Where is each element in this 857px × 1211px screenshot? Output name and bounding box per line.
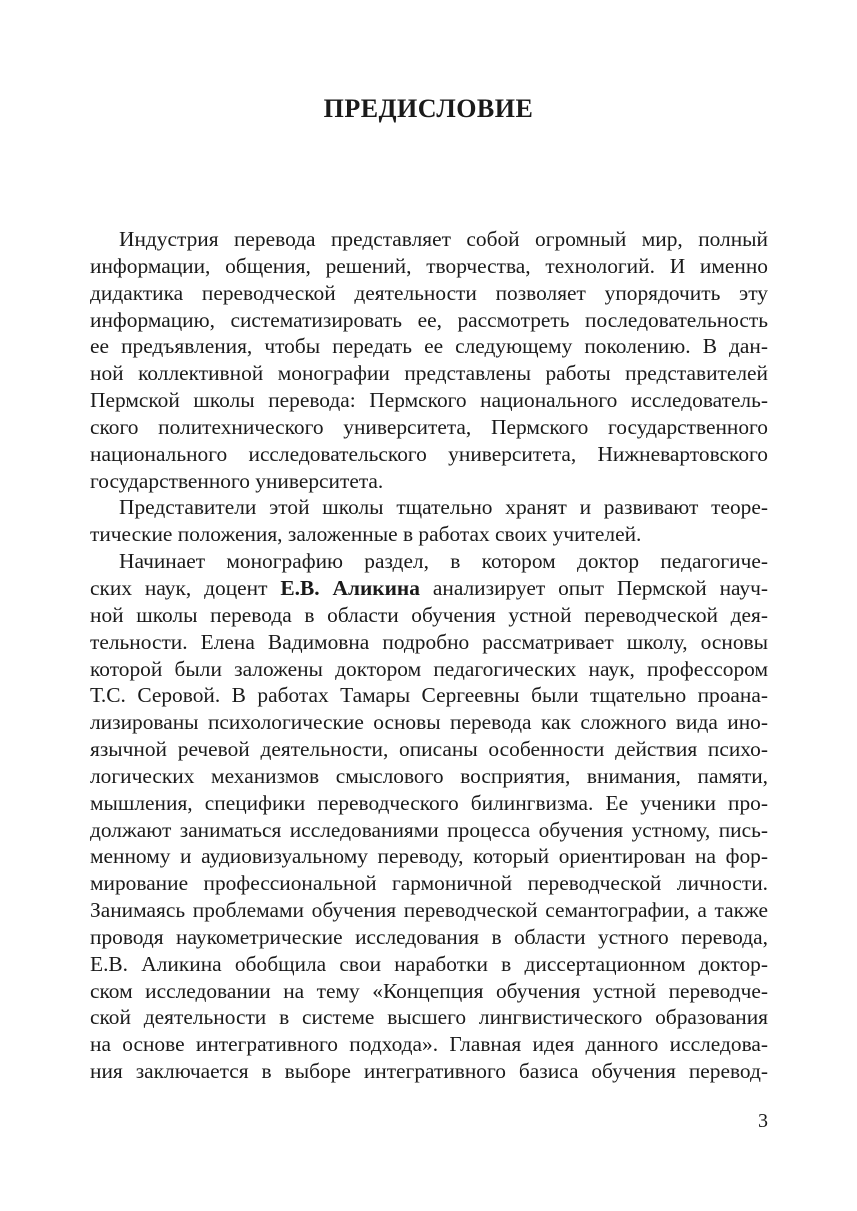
paragraph-3-line: должают заниматься исследованиями процесса обучения устному, пись- — [90, 817, 768, 842]
paragraph-1-line: Пермской школы перевода: Пермского национального исследователь- — [90, 388, 768, 413]
paragraph-3-line: мирование профессиональной гармоничной переводческой личности. — [90, 871, 768, 896]
paragraph-3-line: Т.С. Серовой. В работах Тамары Сергеевны были тщательно проана- — [90, 683, 768, 708]
paragraph-1-line: информации, общения, решений, творчества, технологий. И именно — [90, 253, 768, 278]
paragraph-1-line: ной коллективной монографии представлены работы представителей — [90, 361, 768, 386]
paragraph-3-line: язычной речевой деятельности, описаны особенности действия психо- — [90, 737, 768, 762]
paragraph-2-line: тические положения, заложенные в работах своих учителей. — [90, 522, 642, 547]
paragraph-2-line: Представители этой школы тщательно хранят и развивают теоре- — [119, 495, 768, 520]
page-title: ПРЕДИСЛОВИЕ — [323, 94, 534, 123]
paragraph-1-line: дидактика переводческой деятельности позволяет упорядочить эту — [90, 280, 768, 305]
paragraph-1-line: национального исследовательского университета, Нижневартовского — [90, 441, 768, 466]
text-segment: анализирует опыт Пермской науч- — [419, 575, 768, 600]
paragraph-3-line: ской деятельности в системе высшего лингвистического образования — [90, 1005, 768, 1030]
paragraph-3-line: тельности. Елена Вадимовна подробно рассматривает школу, основы — [90, 629, 768, 654]
text-segment: ских наук, доцент — [90, 575, 281, 600]
page-number: 3 — [758, 1110, 768, 1132]
paragraph-1-line: Индустрия перевода представляет собой огромный мир, полный — [119, 227, 768, 251]
paragraph-3-line: логических механизмов смыслового восприятия, внимания, памяти, — [90, 763, 768, 788]
paragraph-1-line: ее предъявления, чтобы передать ее следующему поколению. В дан- — [90, 334, 768, 359]
paragraph-1-line: ского политехнического университета, Пермского государственного — [90, 414, 768, 439]
paragraph-3-line: Занимаясь проблемами обучения переводческой семантографии, а также — [90, 898, 768, 923]
paragraph-1-line: государственного университета. — [90, 468, 384, 493]
paragraph-3-line: мышления, специфики переводческого билингвизма. Ее ученики про- — [90, 790, 768, 815]
paragraph-1-line: информацию, систематизировать ее, рассмотреть последовательность — [90, 307, 768, 332]
paragraph-3-line: лизированы психологические основы перевода как сложного вида ино- — [90, 710, 768, 735]
paragraph-3-line: на основе интегративного подхода». Главная идея данного исследова- — [90, 1032, 768, 1057]
author-name: Е.В. Аликина — [280, 575, 420, 600]
body-text — [90, 226, 768, 1085]
paragraph-3-line: менному и аудиовизуальному переводу, который ориентирован на фор- — [90, 844, 768, 869]
paragraph-3-line: ния заключается в выборе интегративного базиса обучения перевод- — [90, 1059, 768, 1084]
paragraph-3-line: ной школы перевода в области обучения устной переводческой дея- — [90, 602, 768, 627]
paragraph-3-line: Е.В. Аликина обобщила свои наработки в диссертационном доктор- — [90, 951, 768, 976]
paragraph-3-line: которой были заложены доктором педагогических наук, профессором — [90, 656, 768, 681]
paragraph-3-line: проводя наукометрические исследования в области устного перевода, — [90, 924, 768, 949]
paragraph-3-line: Начинает монографию раздел, в котором доктор педагогиче- — [119, 549, 768, 574]
paragraph-3-line-with-author — [90, 575, 768, 602]
paragraph-3-line: ском исследовании на тему «Концепция обучения устной переводче- — [90, 978, 768, 1003]
